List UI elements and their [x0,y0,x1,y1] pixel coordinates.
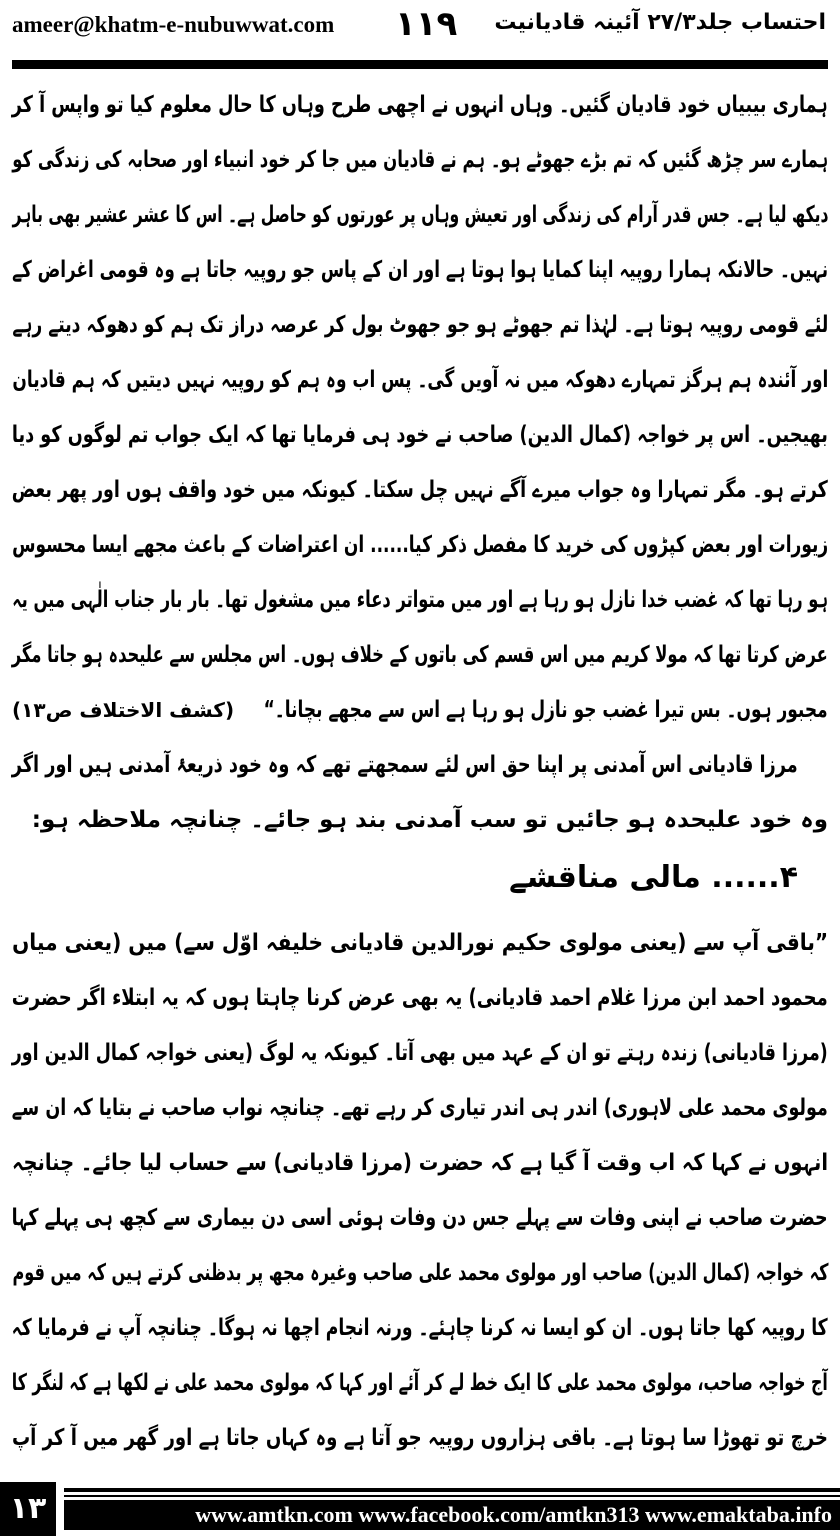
text-line: مولوی محمد علی لاہوری) اندر ہی اندر تیاری کر رہے تھے۔ چنانچہ نواب صاحب نے بتایا کہ ان سے [12,1095,828,1121]
header-email: ameer@khatm-e-nubuwwat.com [12,12,335,37]
page-body [12,78,828,1466]
footer-rule [64,1488,840,1492]
text-line: (مرزا قادیانی) زندہ رہتے تو ان کے عہد میں بھی آتا۔ کیونکہ یہ لوگ (یعنی خواجہ کمال الدین اور [12,1040,828,1066]
text-line: مرزا قادیانی اس آمدنی پر اپنا حق اس لئے سمجھتے تھے کہ وہ خود ذریعۂ آمدنی ہیں اور اگر [12,752,798,778]
text-line: لئے قومی روپیہ ہوتا ہے۔ لہٰذا تم جھوٹے ہو جو جھوٹ بول کر عرصہ دراز تک ہم کو دھوکہ دیتے رہے [12,312,828,338]
text-line: انہوں نے کہا کہ اب وقت آ گیا ہے کہ حضرت (مرزا قادیانی) سے حساب لیا جائے۔ چنانچہ [12,1150,828,1176]
text-line: کرتے ہو۔ مگر تمہارا وہ جواب میرے آگے نہیں چل سکتا۔ کیونکہ میں خود واقف ہوں اور پھر بعض [12,477,828,503]
text-line: آج خواجہ صاحب، مولوی محمد علی کا ایک خط لے کر آئے اور کہا کہ مولوی محمد علی نے لکھا ہے کہ لنگر کا [12,1370,828,1396]
text-line: محمود احمد ابن مرزا غلام احمد قادیانی) یہ بھی عرض کرنا چاہتا ہوں کہ یہ ابتلاء اگر حضرت [12,985,828,1011]
text-line: کہ خواجہ (کمال الدین) صاحب اور مولوی محمد علی صاحب وغیرہ مجھ پر بدظنی کرتے ہیں کہ میں قوم [12,1260,828,1286]
footer-page-number: ۱۳ [0,1482,56,1536]
footer-links: www.amtkn.com www.facebook.com/amtkn313 www.emaktaba.info [64,1500,840,1530]
text-line: نہیں۔ حالانکہ ہمارا روپیہ اپنا کمایا ہوا ہوتا ہے اور ان کے پاس جو روپیہ جاتا ہے وہ قومی اغراض کے [12,257,828,283]
header-rule [12,60,828,69]
page-header [0,0,840,60]
text-line: خرچ تو تھوڑا سا ہوتا ہے۔ باقی ہزاروں روپیہ جو آتا ہے وہ کہاں جاتا ہے اور گھر میں آ کر آپ [12,1425,828,1451]
text-line: عرض کرتا تھا کہ مولا کریم میں اس قسم کی باتوں کے خلاف ہوں۔ اس مجلس سے علیحدہ ہو جاتا مگر [12,642,828,668]
footer-rule [64,1495,840,1497]
header-page-number: ۱۱۹ [395,4,458,44]
text-line: ہماری بیبیاں خود قادیان گئیں۔ وہاں انہوں نے اچھی طرح وہاں کا حال معلوم کیا تو واپس آ کر [12,92,828,118]
text-line: دیکھ لیا ہے۔ جس قدر آرام کی زندگی اور تعیش وہاں پر عورتوں کو حاصل ہے۔ اس کا عشر عشیر بھی باہر [12,202,828,228]
section-heading: ۴...... مالی مناقشے [509,860,798,895]
text-line: بھیجیں۔ اس پر خواجہ (کمال الدین) صاحب نے خود ہی فرمایا تھا کہ ایک جواب تم لوگوں کو دیا [12,422,828,448]
text-line: ”باقی آپ سے (یعنی مولوی حکیم نورالدین قادیانی خلیفہ اوّل سے) میں (یعنی میاں [12,930,828,956]
text-line: ہو رہا تھا کہ غضب خدا نازل ہو رہا ہے اور میں متواتر دعاء میں مشغول تھا۔ بار بار جناب الٰہی میں یہ [12,587,828,613]
text-line: حضرت صاحب نے اپنی وفات سے پہلے جس دن وفات ہوئی اسی دن بیماری سے کچھ ہی پہلے کہا [12,1205,828,1231]
text-line-quote-end: مجبور ہوں۔ بس تیرا غضب جو نازل ہو رہا ہے اس سے مجھے بچانا۔“ (کشف الاختلاف ص۱۳) [12,683,828,738]
citation: (کشف الاختلاف ص۱۳) [12,698,235,722]
text-line: زیورات اور بعض کپڑوں کی خرید کا مفصل ذکر کیا...... ان اعتراضات کے باعث مجھے ایسا محسوس [12,532,828,558]
text-line: کا روپیہ کھا جاتا ہوں۔ ان کو ایسا نہ کرنا چاہئے۔ ورنہ انجام اچھا نہ ہوگا۔ چنانچہ آپ نے فرمایا کہ [12,1315,828,1341]
page-footer [0,1482,840,1540]
header-book-title: احتساب جلد۲۷/۳ آئینہ قادیانیت [494,10,826,35]
text-line: اور آئندہ ہم ہرگز تمہارے دھوکہ میں نہ آویں گی۔ پس اب وہ ہم کو روپیہ نہیں دیتیں کہ ہم قادیان [12,367,828,393]
text-line: ہمارے سر چڑھ گئیں کہ تم بڑے جھوٹے ہو۔ ہم نے قادیان میں جا کر خود انبیاء اور صحابہ کی زندگی کو [12,147,828,173]
text-line: وہ خود علیحدہ ہو جائیں تو سب آمدنی بند ہو جائے۔ چنانچہ ملاحظہ ہو: [31,807,828,833]
